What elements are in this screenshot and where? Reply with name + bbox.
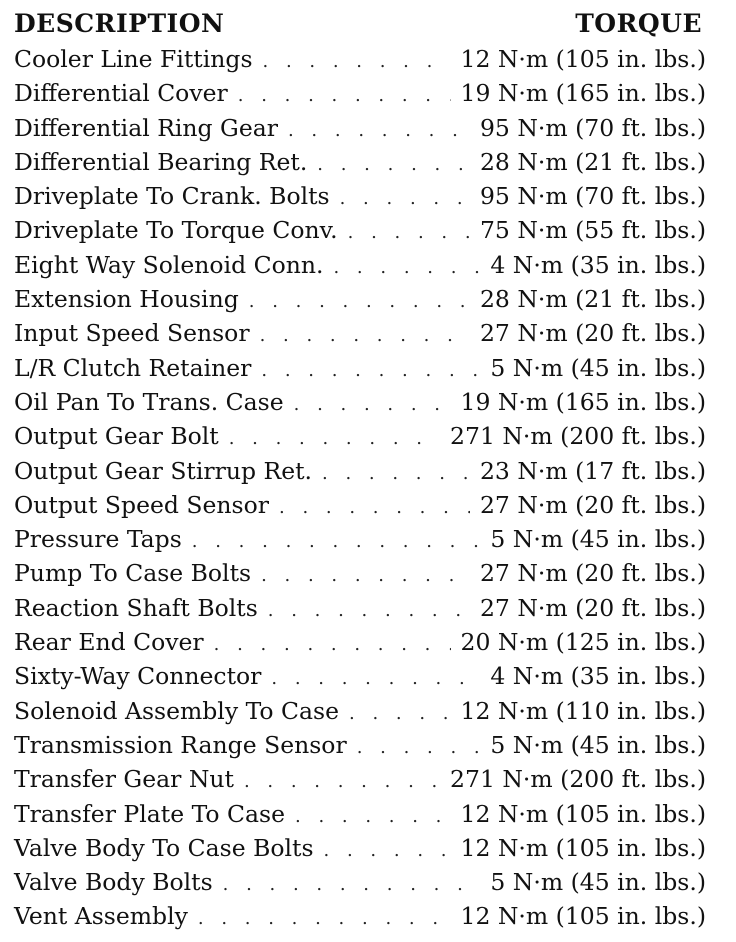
table-row	[14, 419, 706, 453]
description-column-header: DESCRIPTION	[14, 9, 225, 38]
dot-leader	[192, 525, 481, 559]
table-row	[14, 248, 706, 282]
dot-leader	[317, 148, 470, 182]
row-description: L/R Clutch Retainer	[14, 353, 252, 382]
row-torque-value: 12 N·m (105 in. lbs.)	[460, 799, 706, 828]
table-row	[14, 831, 706, 865]
dot-leader	[288, 114, 470, 148]
dot-leader	[260, 319, 470, 353]
row-description: Differential Bearing Ret.	[14, 147, 308, 176]
row-torque-value: 27 N·m (20 ft. lbs.)	[479, 490, 706, 519]
table-row	[14, 316, 706, 350]
row-torque-value: 271 N·m (200 ft. lbs.)	[450, 422, 706, 451]
dot-leader	[324, 834, 451, 868]
row-description: Reaction Shaft Bolts	[14, 593, 258, 622]
dot-leader	[261, 354, 480, 388]
row-description: Transfer Plate To Case	[14, 799, 286, 828]
table-row	[14, 522, 706, 556]
row-torque-value: 12 N·m (110 in. lbs.)	[460, 696, 706, 725]
dot-leader	[322, 457, 470, 491]
table-row	[14, 213, 706, 247]
row-description: Extension Housing	[14, 285, 239, 314]
row-description: Sixty-Way Connector	[14, 662, 262, 691]
row-description: Pressure Taps	[14, 525, 182, 554]
table-row	[14, 76, 706, 110]
row-torque-value: 5 N·m (45 in. lbs.)	[490, 353, 706, 382]
table-row	[14, 865, 706, 899]
dot-leader	[214, 628, 451, 662]
table-row	[14, 282, 706, 316]
table-row	[14, 385, 706, 419]
row-torque-value: 19 N·m (165 in. lbs.)	[460, 79, 706, 108]
table-row	[14, 556, 706, 590]
row-torque-value: 19 N·m (165 in. lbs.)	[460, 387, 706, 416]
row-torque-value: 75 N·m (55 ft. lbs.)	[479, 216, 706, 245]
row-torque-value: 27 N·m (20 ft. lbs.)	[479, 559, 706, 588]
row-torque-value: 4 N·m (35 in. lbs.)	[490, 662, 706, 691]
row-description: Differential Cover	[14, 79, 228, 108]
row-description: Pump To Case Bolts	[14, 559, 252, 588]
dot-leader	[279, 491, 470, 525]
row-description: Output Gear Stirrup Ret.	[14, 456, 313, 485]
table-row	[14, 42, 706, 76]
dot-leader	[229, 422, 440, 456]
table-row	[14, 179, 706, 213]
dot-leader	[349, 697, 451, 731]
table-row	[14, 454, 706, 488]
table-row	[14, 797, 706, 831]
row-torque-value: 271 N·m (200 ft. lbs.)	[450, 765, 706, 794]
dot-leader	[348, 216, 470, 250]
table-row	[14, 899, 706, 933]
row-description: Output Speed Sensor	[14, 490, 269, 519]
row-torque-value: 12 N·m (105 in. lbs.)	[460, 833, 706, 862]
row-torque-value: 23 N·m (17 ft. lbs.)	[479, 456, 706, 485]
row-torque-value: 4 N·m (35 in. lbs.)	[490, 250, 706, 279]
row-description: Driveplate To Torque Conv.	[14, 216, 338, 245]
row-torque-value: 12 N·m (105 in. lbs.)	[460, 45, 706, 73]
row-torque-value: 28 N·m (21 ft. lbs.)	[479, 285, 706, 314]
dot-leader	[244, 765, 440, 799]
row-description: Driveplate To Crank. Bolts	[14, 182, 330, 211]
table-row	[14, 591, 706, 625]
dot-leader	[198, 902, 451, 936]
row-description: Transfer Gear Nut	[14, 765, 234, 794]
row-description: Differential Ring Gear	[14, 113, 278, 142]
table-row	[14, 351, 706, 385]
dot-leader	[333, 251, 480, 285]
row-description: Solenoid Assembly To Case	[14, 696, 339, 725]
table-row	[14, 728, 706, 762]
row-torque-value: 27 N·m (20 ft. lbs.)	[479, 319, 706, 348]
dot-leader	[340, 182, 470, 216]
row-description: Rear End Cover	[14, 628, 204, 657]
table-row	[14, 659, 706, 693]
row-description: Oil Pan To Trans. Case	[14, 387, 284, 416]
row-description: Cooler Line Fittings	[14, 45, 253, 73]
dot-leader	[295, 800, 450, 834]
row-description: Valve Body To Case Bolts	[14, 833, 314, 862]
row-torque-value: 20 N·m (125 in. lbs.)	[460, 628, 706, 657]
row-torque-value: 5 N·m (45 in. lbs.)	[490, 868, 706, 897]
dot-leader	[263, 45, 451, 79]
row-description: Transmission Range Sensor	[14, 730, 347, 759]
row-torque-value: 95 N·m (70 ft. lbs.)	[479, 113, 706, 142]
row-torque-value: 28 N·m (21 ft. lbs.)	[479, 147, 706, 176]
row-description: Input Speed Sensor	[14, 319, 250, 348]
row-description: Output Gear Bolt	[14, 422, 219, 451]
dot-leader	[223, 868, 481, 902]
row-torque-value: 95 N·m (70 ft. lbs.)	[479, 182, 706, 211]
row-torque-value: 27 N·m (20 ft. lbs.)	[479, 593, 706, 622]
dot-leader	[271, 662, 480, 696]
table-row	[14, 694, 706, 728]
table-row	[14, 488, 706, 522]
torque-table-rows	[14, 42, 706, 934]
row-description: Eight Way Solenoid Conn.	[14, 250, 324, 279]
dot-leader	[261, 559, 470, 593]
row-torque-value: 5 N·m (45 in. lbs.)	[490, 525, 706, 554]
table-row	[14, 145, 706, 179]
dot-leader	[268, 594, 470, 628]
row-description: Valve Body Bolts	[14, 868, 213, 897]
dot-leader	[294, 388, 451, 422]
row-torque-value: 12 N·m (105 in. lbs.)	[460, 902, 706, 931]
row-torque-value: 5 N·m (45 in. lbs.)	[490, 730, 706, 759]
dot-leader	[249, 285, 470, 319]
table-row	[14, 625, 706, 659]
table-row	[14, 762, 706, 796]
table-header	[14, 6, 706, 42]
torque-column-header: TORQUE	[575, 9, 702, 38]
dot-leader	[357, 731, 481, 765]
table-row	[14, 111, 706, 145]
row-description: Vent Assembly	[14, 902, 188, 931]
dot-leader	[238, 79, 451, 113]
